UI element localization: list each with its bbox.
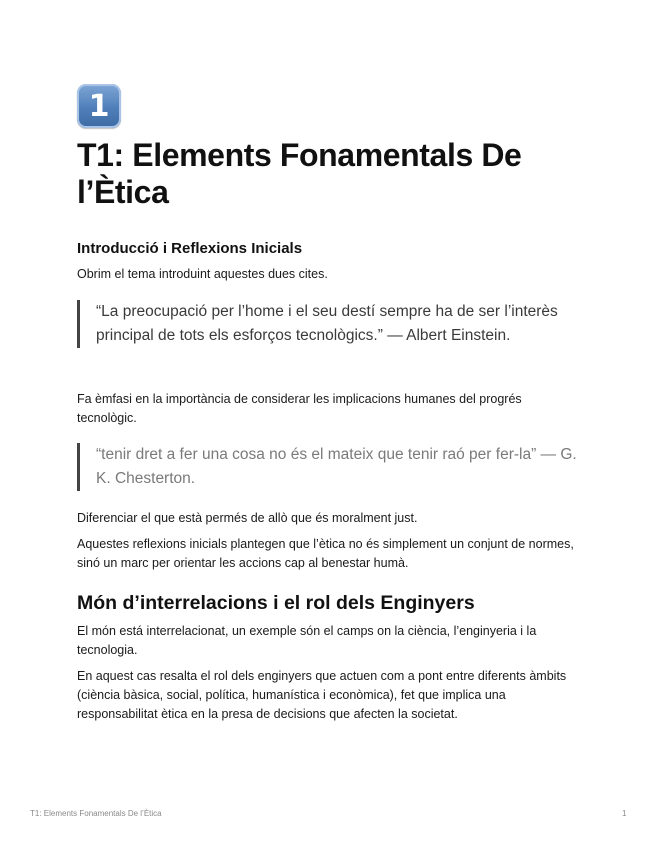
paragraph-engineers-role: En aquest cas resalta el rol dels enginyers que actuen com a pont entre diferents àmbits (ciència bàsica, social, política, humanística i econòmica), fet que implica una responsabilitat ètica en la presa de decisions que afecten la societat.: [77, 669, 567, 721]
keycap-1-icon: [77, 84, 121, 128]
footer-doc-title: T1: Elements Fonamentals De l’Ètica: [30, 809, 162, 818]
quote-einstein-line2: principal de tots els esforços tecnològics.” — Albert Einstein.: [96, 327, 511, 344]
paragraph-reflections: Aquestes reflexions inicials plantegen que l’ètica no és simplement un conjunt de normes, sinó un marc per orientar les accions cap al benestar humà.: [77, 537, 574, 570]
keycap-digit: 1: [88, 88, 110, 124]
paragraph-emphasis: Fa èmfasi en la importància de considerar les implicacions humanes del progrés tecnològic.: [77, 392, 522, 425]
section-heading-intro: Introducció i Reflexions Inicials: [77, 240, 303, 257]
paragraph-differentiate: Diferenciar el que està permés de allò que és moralment just.: [77, 511, 418, 525]
section-heading-engineers: Món d’interrelacions i el rol dels Enginyers: [77, 592, 475, 614]
quote-einstein: [77, 300, 577, 348]
footer-page-number: 1: [622, 809, 627, 818]
quote-einstein-line1: “La preocupació per l’home i el seu destí sempre ha de ser l’interès: [96, 303, 558, 320]
paragraph-interrelated: El món está interrelacionat, un exemple són el camps on la ciència, l’enginyeria i la tecnologia.: [77, 624, 537, 657]
quote-chesterton: [77, 443, 577, 491]
page-title: T1: Elements Fonamentals De l’Ètica: [77, 137, 522, 210]
quote-chesterton-text: “tenir dret a fer una cosa no és el mateix que tenir raó per fer-la” — G. K. Chesterton.: [96, 446, 577, 487]
intro-paragraph: Obrim el tema introduint aquestes dues cites.: [77, 267, 328, 281]
